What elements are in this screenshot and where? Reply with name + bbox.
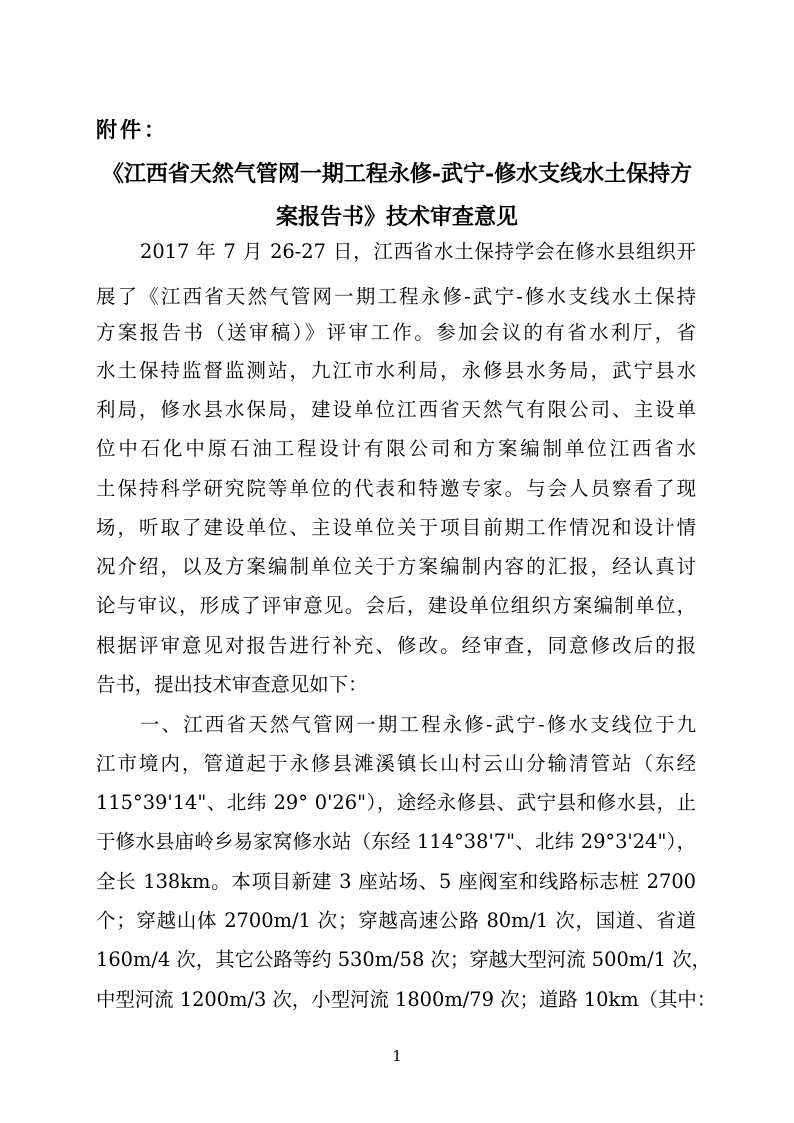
paragraph-1-line: 水土保持监督监测站，九江市水利局，永修县水务局，武宁县水 [96, 359, 696, 382]
paragraph-1-line: 2017 年 7 月 26-27 日，江西省水土保持学会在修水县组织开 [140, 240, 696, 263]
paragraph-2-line: 115°39'14"、北纬 29° 0'26"），途经永修县、武宁县和修水县，止 [96, 791, 696, 814]
attachment-label: 附件： [96, 117, 168, 142]
paragraph-1-line: 根据评审意见对报告进行补充、修改。经审查，同意修改后的报 [96, 634, 696, 657]
paragraph-2-line: 一、江西省天然气管网一期工程永修-武宁-修水支线位于九 [140, 713, 696, 736]
paragraph-1-line: 展了《江西省天然气管网一期工程永修-武宁-修水支线水土保持 [96, 285, 696, 308]
paragraph-1-line: 方案报告书（送审稿）》评审工作。参加会议的有省水利厅，省 [96, 321, 696, 344]
paragraph-1-line: 位中石化中原石油工程设计有限公司和方案编制单位江西省水 [96, 437, 696, 460]
document-title-line-1: 《江西省天然气管网一期工程永修-武宁-修水支线水土保持方 [101, 161, 693, 187]
paragraph-1-line: 告书，提出技术审查意见如下： [96, 673, 368, 696]
paragraph-2-line: 160m/4 次，其它公路等约 530m/58 次；穿越大型河流 500m/1 次， [96, 948, 711, 971]
page-number: 1 [392, 1047, 402, 1065]
paragraph-2-line: 江市境内，管道起于永修县滩溪镇长山村云山分输清管站（东经 [96, 752, 696, 775]
paragraph-2-line: 个；穿越山体 2700m/1 次；穿越高速公路 80m/1 次，国道、省道 [96, 909, 696, 932]
paragraph-1-line: 论与审议，形成了评审意见。会后，建设单位组织方案编制单位， [96, 594, 696, 617]
paragraph-1-line: 利局，修水县水保局，建设单位江西省天然气有限公司、主设单 [96, 398, 696, 421]
paragraph-2-line: 于修水县庙岭乡易家窝修水站（东经 114°38'7"、北纬 29°3'24"）， [96, 830, 696, 853]
document-title-line-2: 案报告书》技术审查意见 [275, 204, 518, 230]
paragraph-2-line: 全长 138km。本项目新建 3 座站场、5 座阀室和线路标志桩 2700 [96, 870, 696, 893]
paragraph-1-line: 场，听取了建设单位、主设单位关于项目前期工作情况和设计情 [96, 516, 696, 539]
paragraph-2-line: 中型河流 1200m/3 次，小型河流 1800m/79 次；道路 10km（其中： [96, 988, 717, 1011]
paragraph-1-line: 土保持科学研究院等单位的代表和特邀专家。与会人员察看了现 [96, 477, 696, 500]
paragraph-1-line: 况介绍，以及方案编制单位关于方案编制内容的汇报，经认真讨 [96, 555, 696, 578]
